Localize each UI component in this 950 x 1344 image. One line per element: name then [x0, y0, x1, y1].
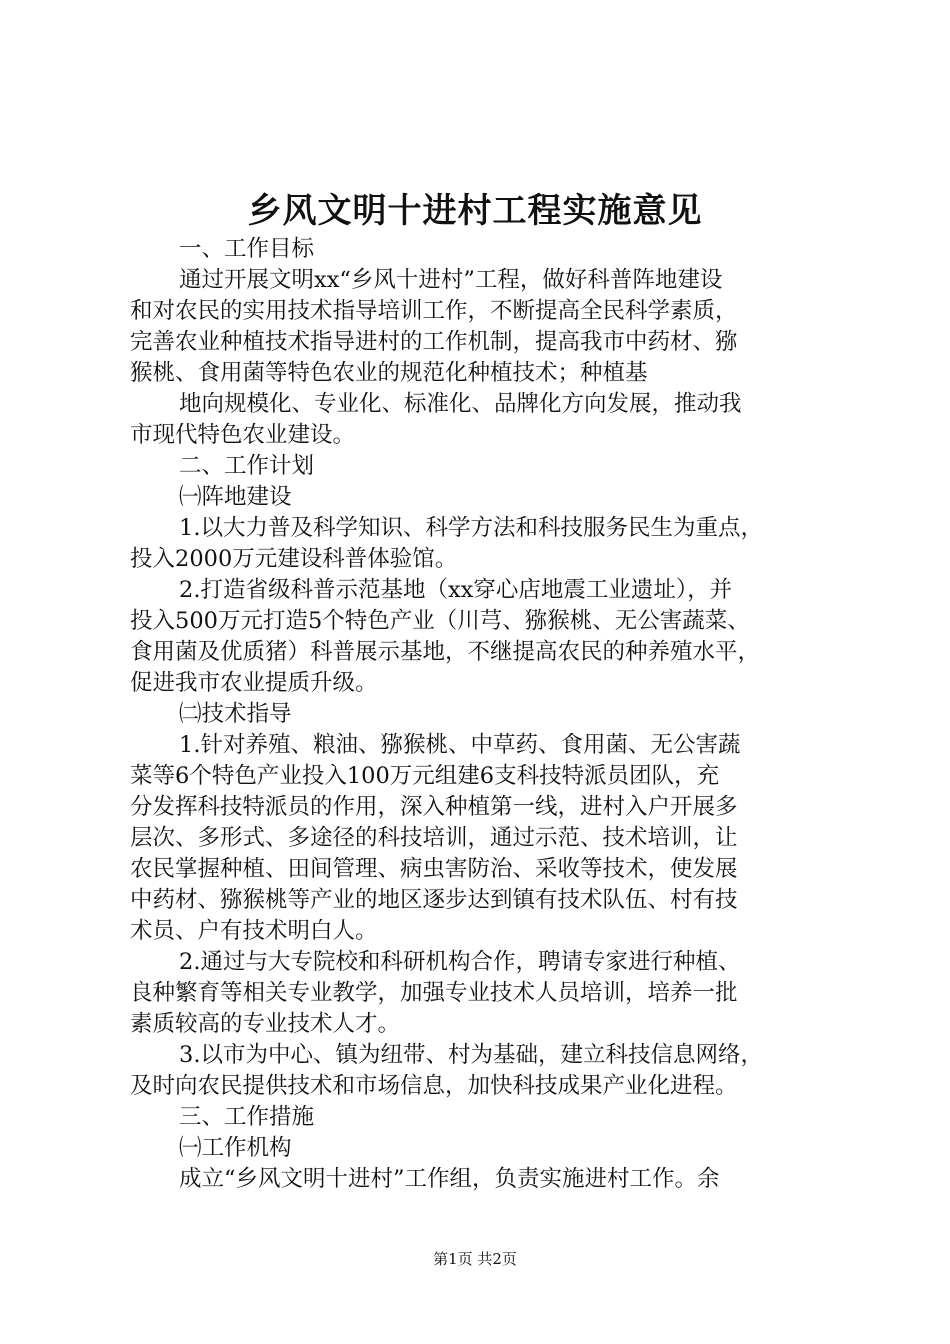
body-line: 中药材、猕猴桃等产业的地区逐步达到镇有技术队伍、村有技 [130, 887, 738, 913]
body-line: 食用菌及优质猪）科普展示基地，不继提高农民的种养殖水平， [130, 639, 761, 665]
body-line: 分发挥科技特派员的作用，深入种植第一线，进村入户开展多 [130, 794, 738, 820]
body-line: 一、工作目标 [179, 236, 315, 262]
body-line: 层次、多形式、多途径的科技培训，通过示范、技术培训，让 [130, 825, 738, 851]
body-line: ㈠工作机构 [179, 1135, 292, 1161]
body-line: 菜等6个特色产业投入100万元组建6支科技特派员团队，充 [130, 763, 720, 789]
body-line: ㈡技术指导 [179, 701, 292, 727]
body-line: 和对农民的实用技术指导培训工作，不断提高全民科学素质， [130, 298, 738, 324]
body-line: 2.打造省级科普示范基地（xx穿心店地震工业遗址），并 [179, 577, 733, 603]
body-line: 三、工作措施 [179, 1104, 315, 1130]
document-body [130, 234, 830, 1195]
body-line: 术员、户有技术明白人。 [130, 918, 378, 944]
body-line: 成立“乡风文明十进村”工作组，负责实施进村工作。余 [179, 1166, 720, 1192]
body-line: 投入500万元打造5个特色产业（川芎、猕猴桃、无公害蔬菜、 [130, 608, 750, 634]
body-line: 促进我市农业提质升级。 [130, 670, 378, 696]
body-line: 1.以大力普及科学知识、科学方法和科技服务民生为重点， [179, 515, 763, 541]
body-line: 通过开展文明xx“乡风十进村”工程，做好科普阵地建设 [179, 267, 723, 293]
body-line: 完善农业种植技术指导进村的工作机制，提高我市中药材、猕 [130, 329, 738, 355]
body-line: 3.以市为中心、镇为纽带、村为基础，建立科技信息网络， [179, 1042, 763, 1068]
page-footer: 第1页 共2页 [433, 1250, 517, 1268]
body-line: 二、工作计划 [179, 453, 315, 479]
body-line: 市现代特色农业建设。 [130, 422, 356, 448]
body-line: 地向规模化、专业化、标准化、品牌化方向发展，推动我 [179, 391, 742, 417]
body-line: ㈠阵地建设 [179, 484, 292, 510]
body-line: 农民掌握种植、田间管理、病虫害防治、采收等技术，使发展 [130, 856, 738, 882]
body-line: 投入2000万元建设科普体验馆。 [130, 546, 458, 572]
body-line: 及时向农民提供技术和市场信息，加快科技成果产业化进程。 [130, 1073, 738, 1099]
body-line: 猴桃、食用菌等特色农业的规范化种植技术；种植基 [130, 360, 648, 386]
body-line: 2.通过与大专院校和科研机构合作，聘请专家进行种植、 [179, 949, 741, 975]
body-line: 良种繁育等相关专业教学，加强专业技术人员培训，培养一批 [130, 980, 738, 1006]
document-title: 乡风文明十进村工程实施意见 [247, 191, 703, 231]
body-line: 素质较高的专业技术人才。 [130, 1011, 401, 1037]
body-line: 1.针对养殖、粮油、猕猴桃、中草药、食用菌、无公害蔬 [179, 732, 741, 758]
